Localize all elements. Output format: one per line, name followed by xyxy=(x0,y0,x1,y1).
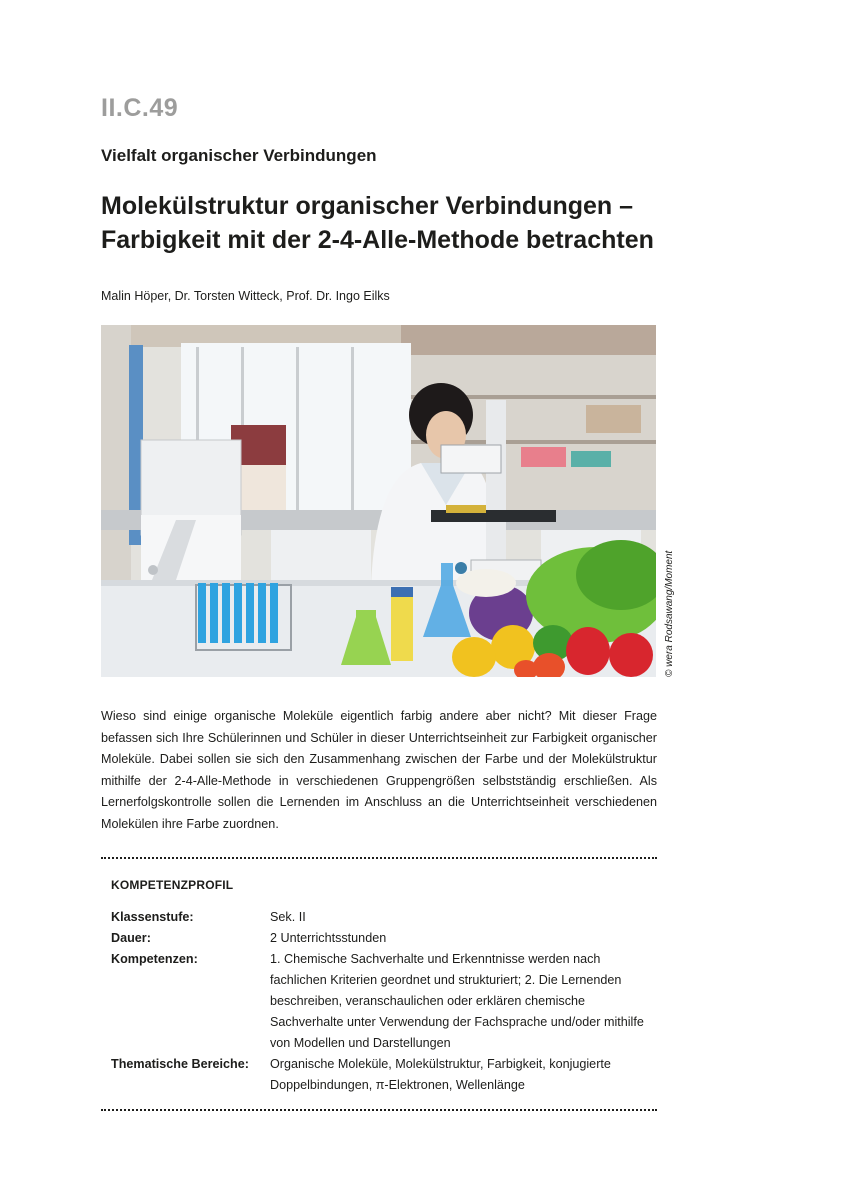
document-code: II.C.49 xyxy=(101,94,179,122)
row-label-kompetenzen: Kompetenzen: xyxy=(111,952,198,966)
kompetenzprofil-table xyxy=(111,907,646,1096)
photo-credit: © wera Rodsawang/Moment xyxy=(664,550,675,677)
divider-top xyxy=(101,857,657,859)
intro-paragraph: Wieso sind einige organische Moleküle eigentlich farbig andere aber nicht? Mit dieser Frage befassen sich Ihre Schülerinnen und Schüler in dieser Unterrichtseinheit zur Farbigkeit organischer Moleküle. Dabei sollen sie sich den Zusammenhang zwischen der Farbe und der Molekülstruktur mithilfe der 2-4-Alle-Methode in verschiedenen Gruppengrößen selbstständig erschließen. Als Lernerfolgskontrolle sollen die Lernenden im Anschluss an die Unterrichtseinheit verschiedenen Molekülen ihre Farbe zuordnen. xyxy=(101,709,657,831)
row-value-kompetenzen: 1. Chemische Sachverhalte und Erkenntnisse werden nach fachlichen Kriterien geordnet und strukturiert; 2. Die Lernenden beschreiben, veranschaulichen oder erklären chemische Sachverhalte unter Verwendung der Fachsprache und/oder mithilfe von Modellen und Darstellungen xyxy=(270,952,644,1050)
document-title xyxy=(101,189,701,257)
row-label-thematische-bereiche: Thematische Bereiche: xyxy=(111,1057,249,1071)
table-row xyxy=(111,1054,646,1096)
authors: Malin Höper, Dr. Torsten Witteck, Prof. Dr. Ingo Eilks xyxy=(101,289,390,303)
row-value-klassenstufe: Sek. II xyxy=(270,910,306,924)
row-value-dauer: 2 Unterrichtsstunden xyxy=(270,931,387,945)
row-value-thematische-bereiche: Organische Moleküle, Molekülstruktur, Farbigkeit, konjugierte Doppelbindungen, π-Elektronen, Wellenlänge xyxy=(270,1057,611,1092)
title-line-1: Molekülstruktur organischer Verbindungen – xyxy=(101,192,634,220)
series-subtitle: Vielfalt organischer Verbindungen xyxy=(101,146,377,165)
title-line-2: Farbigkeit mit der 2-4-Alle-Methode betrachten xyxy=(101,226,654,254)
divider-bottom xyxy=(101,1109,657,1111)
table-row xyxy=(111,907,646,928)
row-label-dauer: Dauer: xyxy=(111,931,151,945)
table-row xyxy=(111,928,646,949)
table-row xyxy=(111,949,646,1054)
kompetenzprofil-heading: KOMPETENZPROFIL xyxy=(111,878,234,892)
lab-scene-illustration xyxy=(101,325,656,677)
row-label-klassenstufe: Klassenstufe: xyxy=(111,910,194,924)
lab-photo xyxy=(101,325,656,677)
